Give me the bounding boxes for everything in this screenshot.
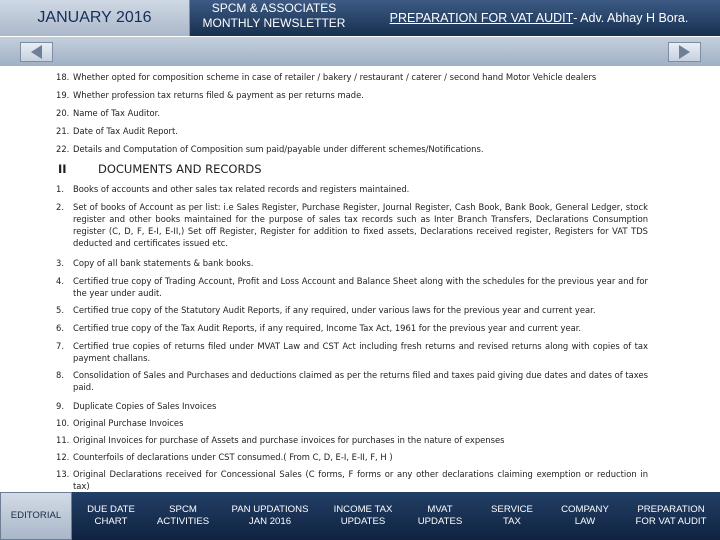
list-item [56,201,648,249]
item-number: 3. [56,258,64,268]
list-item [56,183,648,195]
item-text: Name of Tax Auditor. [73,108,161,118]
item-text: Certified true copy of the Tax Audit Reports, if any required, Income Tax Act, 1961 for the previous year and current year. [73,323,582,333]
item-number: 13. [56,469,70,479]
list-item [56,468,648,492]
article-author: - Adv. Abhay H Bora. [573,11,689,25]
list-item [56,71,648,83]
item-text: Books of accounts and other sales tax related records and registers maintained. [73,184,410,194]
nav-company-law-button[interactable]: COMPANY LAW [561,504,609,527]
nav-due-date-chart-button[interactable]: DUE DATE CHART [87,504,135,527]
item-text: Certified true copy of Trading Account, Profit and Loss Account and Balance Sheet along with the schedules for the previous year and for the year under audit. [73,276,648,298]
next-page-button[interactable] [668,42,701,62]
list-item [56,125,648,137]
nav-income-tax-updates-button[interactable]: INCOME TAX UPDATES [333,504,393,527]
item-text: Whether opted for composition scheme in case of retailer / bakery / restaurant / caterer / second hand Motor Vehicle dealers [73,72,597,82]
article-title-main: PREPARATION FOR VAT AUDIT [389,11,574,25]
list-item [56,257,648,269]
previous-page-button[interactable] [20,42,53,62]
item-number: 11. [56,435,70,445]
triangle-right-icon [679,45,690,59]
list-item [56,340,648,364]
item-number: 12. [56,452,70,462]
newsletter-header [0,0,720,36]
list-item [56,369,648,393]
item-text: Original Purchase Invoices [73,418,184,428]
item-number: 21. [56,126,70,136]
list-item [56,417,648,429]
section-navigation-bar [0,492,720,540]
section-number: II [58,162,67,176]
article-body [0,66,720,492]
item-number: 4. [56,276,64,286]
item-number: 18. [56,72,70,82]
article-title [358,0,720,36]
issue-month: JANUARY 2016 [0,0,190,36]
item-number: 10. [56,418,70,428]
nav-mvat-updates-button[interactable]: MVAT UPDATES [417,504,463,527]
item-text: Certified true copy of the Statutory Audit Reports, if any required, under various laws for the previous year and current year. [73,305,596,315]
item-text: Consolidation of Sales and Purchases and deductions claimed as per the returns filed and taxes paid giving due dates and dates of taxes paid. [73,370,648,392]
page-navigation-bar [0,37,720,66]
list-item [56,143,648,155]
item-text: Date of Tax Audit Report. [73,126,178,136]
item-text: Details and Computation of Composition sum paid/payable under different schemes/Notifications. [73,144,484,154]
item-number: 19. [56,90,70,100]
list-item [56,107,648,119]
item-text: Original Declarations received for Concessional Sales (C forms, F forms or any other declarations claiming exemption or reduction in tax) [73,469,648,491]
newsletter-name: SPCM & ASSOCIATES MONTHLY NEWSLETTER [190,0,358,36]
item-number: 8. [56,370,64,380]
item-text: Whether profession tax returns filed & payment as per returns made. [73,90,364,100]
triangle-left-icon [31,45,42,59]
item-text: Set of books of Account as per list: i.e Sales Register, Purchase Register, Journal Register, Cash Book, Bank Book, General Ledger, stock register and other books maintained for the purpose of sales tax records such as Inter Branch Transfers, Declarations Consumption register (C, D, F, E-I, E-II,) Set off Register, Register for addition to fixed assets, Declarations received register, Registers for VAT TDS deducted and certificates issued etc. [73,202,648,248]
list-item [56,400,648,412]
item-text: Counterfoils of declarations under CST consumed.( From C, D, E-I, E-II, F, H ) [73,452,393,462]
item-number: 1. [56,184,64,194]
item-number: 2. [56,202,64,212]
item-number: 7. [56,341,64,351]
nav-service-tax-button[interactable]: SERVICE TAX [491,504,533,527]
item-number: 5. [56,305,64,315]
nav-spcm-activities-button[interactable]: SPCM ACTIVITIES [156,504,210,527]
list-item [56,322,648,334]
nav-preparation-vat-audit-button[interactable]: PREPARATION FOR VAT AUDIT [635,504,707,527]
item-number: 20. [56,108,70,118]
item-number: 22. [56,144,70,154]
nav-pan-updations-button[interactable]: PAN UPDATIONS JAN 2016 [231,504,309,527]
list-item [56,451,648,463]
list-item [56,89,648,101]
item-text: Certified true copies of returns filed under MVAT Law and CST Act including fresh returns and revised returns along with copies of tax payment challans. [73,341,648,363]
item-number: 9. [56,401,64,411]
item-text: Copy of all bank statements & bank books. [73,258,254,268]
item-text: Original Invoices for purchase of Assets and purchase invoices for purchases in the nature of expenses [73,435,505,445]
list-item [56,434,648,446]
list-item [56,304,648,316]
section-title: DOCUMENTS AND RECORDS [98,162,262,176]
list-item [56,275,648,299]
item-number: 6. [56,323,64,333]
item-text: Duplicate Copies of Sales Invoices [73,401,217,411]
nav-editorial-button[interactable]: EDITORIAL [0,492,72,540]
